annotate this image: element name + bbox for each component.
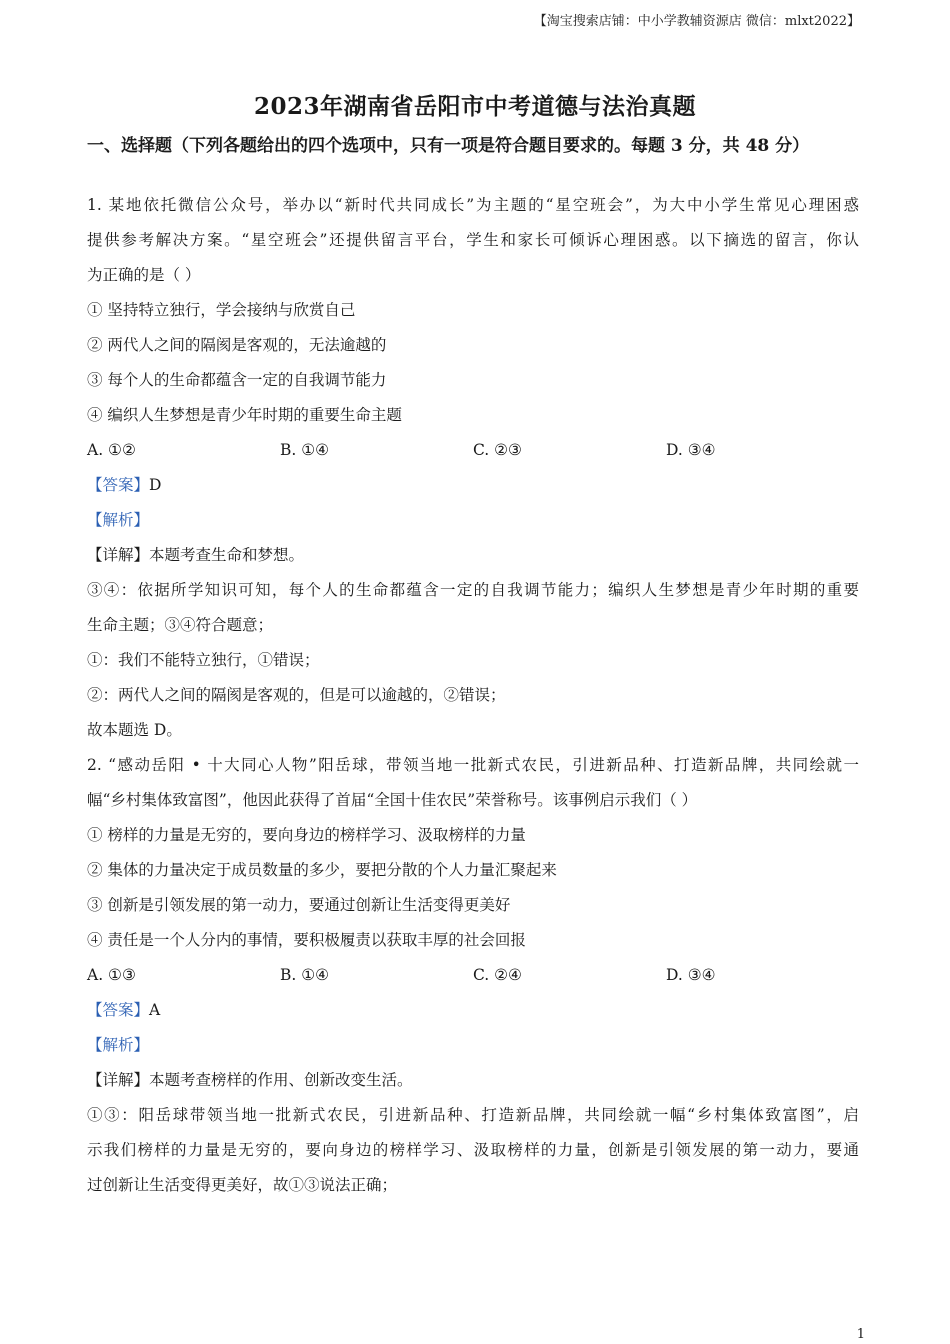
q1-explanation-line: ②：两代人之间的隔阂是客观的，但是可以逾越的，②错误； — [87, 686, 506, 704]
q1-option-d: D. ③④ — [666, 441, 716, 459]
answer-tag: 【答案】 — [87, 1001, 150, 1019]
q1-stem-line: 1. 某地依托微信公众号，举办以“新时代共同成长”为主题的“星空班会”，为大中小学生常见心理困惑 — [87, 196, 859, 214]
q1-option-b: B. ①④ — [280, 441, 330, 459]
q1-answer — [87, 468, 859, 503]
q2-explanation-line: 过创新让生活变得更美好，故①③说法正确； — [87, 1176, 398, 1194]
q1-stem-line: 为正确的是（ ） — [87, 266, 201, 284]
q1-statement: ② 两代人之间的隔阂是客观的，无法逾越的 — [87, 336, 387, 354]
q1-statement: ① 坚持特立独行，学会接纳与欣赏自己 — [87, 301, 356, 319]
q1-statement: ④ 编织人生梦想是青少年时期的重要生命主题 — [87, 406, 402, 424]
document-body — [87, 188, 859, 1203]
q2-option-a: A. ①③ — [87, 966, 136, 984]
q2-option-c: C. ②④ — [473, 966, 522, 984]
section-heading: 一、选择题（下列各题给出的四个选项中，只有一项是符合题目要求的。每题 3 分，共 48 分） — [87, 136, 810, 156]
q2-explanation-line: 示我们榜样的力量是无穷的，要向身边的榜样学习、汲取榜样的力量，创新是引领发展的第一动力，要通 — [87, 1141, 859, 1159]
answer-value: D — [149, 476, 162, 494]
q1-statement: ③ 每个人的生命都蕴含一定的自我调节能力 — [87, 371, 387, 389]
q2-detail: 【详解】本题考查榜样的作用、创新改变生活。 — [87, 1071, 413, 1089]
q2-explanation-line: ①③：阳岳球带领当地一批新式农民，引进新品种、打造新品牌，共同绘就一幅“乡村集体致富图”，启 — [87, 1106, 859, 1124]
q1-explanation-line: ①：我们不能特立独行，①错误； — [87, 651, 320, 669]
q2-statement: ④ 责任是一个人分内的事情，要积极履责以获取丰厚的社会回报 — [87, 931, 526, 949]
q2-option-d: D. ③④ — [666, 966, 716, 984]
q1-explanation-line: 生命主题；③④符合题意； — [87, 616, 274, 634]
q1-analysis-tag: 【解析】 — [87, 511, 150, 529]
q2-statement: ② 集体的力量决定于成员数量的多少，要把分散的个人力量汇聚起来 — [87, 861, 557, 879]
q1-detail: 【详解】本题考查生命和梦想。 — [87, 546, 305, 564]
answer-value: A — [149, 1001, 161, 1019]
q2-answer — [87, 993, 859, 1028]
page-header: 【淘宝搜索店铺：中小学教辅资源店 微信：mlxt2022】 — [533, 14, 860, 29]
q1-explanation-line: ③④：依据所学知识可知，每个人的生命都蕴含一定的自我调节能力；编织人生梦想是青少年时期的重要 — [87, 581, 859, 599]
q2-options — [87, 958, 859, 993]
q2-analysis-tag: 【解析】 — [87, 1036, 150, 1054]
q2-option-b: B. ①④ — [280, 966, 330, 984]
q1-stem-line: 提供参考解决方案。“星空班会”还提供留言平台，学生和家长可倾诉心理困惑。以下摘选的留言，你认 — [87, 231, 859, 249]
page-number: 1 — [856, 1327, 865, 1342]
q2-stem-line: 2. “感动岳阳 • 十大同心人物”阳岳球，带领当地一批新式农民，引进新品种、打造新品牌，共同绘就一 — [87, 756, 859, 774]
q1-conclusion: 故本题选 D。 — [87, 721, 182, 739]
q1-option-c: C. ②③ — [473, 441, 522, 459]
page-title: 2023年湖南省岳阳市中考道德与法治真题 — [253, 93, 696, 120]
answer-tag: 【答案】 — [87, 476, 150, 494]
q1-options — [87, 433, 859, 468]
q2-statement: ③ 创新是引领发展的第一动力，要通过创新让生活变得更美好 — [87, 896, 511, 914]
q2-statement: ① 榜样的力量是无穷的，要向身边的榜样学习、汲取榜样的力量 — [87, 826, 526, 844]
q2-stem-line: 幅“乡村集体致富图”，他因此获得了首届“全国十佳农民”荣誉称号。该事例启示我们（ ） — [87, 791, 698, 809]
q1-option-a: A. ①② — [87, 441, 136, 459]
